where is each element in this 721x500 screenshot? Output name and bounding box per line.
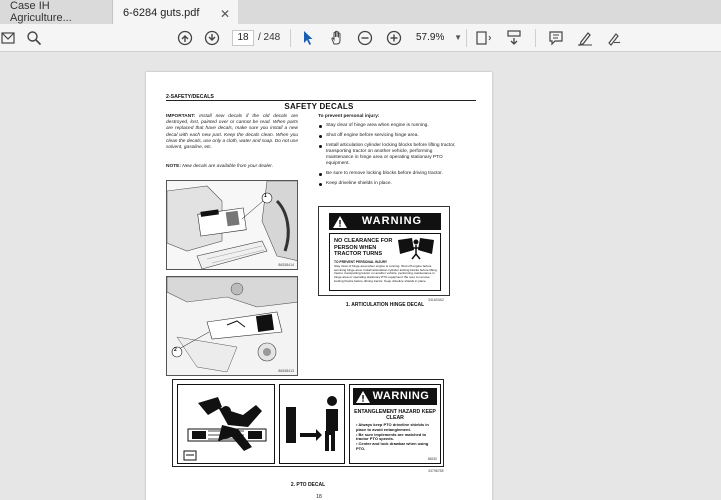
bullet-item: Keep driveline shields in place.: [318, 181, 458, 187]
fit-page-icon[interactable]: [472, 28, 494, 48]
bullet-item: Install articulation cylinder locking blocks before lifting tractor, transporting tractor on another vehicle, performing maintenance in hinge area or operating stationary PTO equipment.: [318, 143, 458, 167]
bullet-item: Shut off engine before servicing hinge area.: [318, 133, 458, 139]
select-cursor-icon[interactable]: [299, 28, 317, 48]
entanglement-hazard-icon: [178, 385, 276, 465]
warning-header: [353, 388, 437, 405]
pto-warning-decal: [172, 379, 444, 467]
keep-clear-pictogram: [279, 384, 345, 464]
decal-part-number: 3379878E: [428, 469, 444, 473]
warning-word: WARNING: [372, 390, 430, 402]
toolbar-divider: [290, 29, 291, 47]
toolbar-divider: [466, 29, 467, 47]
zoom-value: 57.9%: [416, 32, 445, 43]
pdf-page: [146, 72, 492, 500]
total-pages: / 248: [258, 32, 281, 43]
sign-icon[interactable]: [604, 28, 624, 48]
decal-part-number: 341603A2: [428, 298, 444, 302]
note-paragraph: [166, 164, 298, 169]
bullet-item: Stay clear of hinge area when engine is running.: [318, 123, 458, 129]
warning-triangle-icon: [356, 391, 370, 403]
tab-bar: [0, 0, 721, 24]
warning-fine-print: [334, 261, 438, 284]
tab-case-ih[interactable]: [0, 0, 113, 24]
page-footer-number: 18: [316, 494, 322, 500]
hand-tool-icon[interactable]: [327, 28, 347, 48]
hinge-area-illustration: [166, 180, 298, 270]
zoom-in-icon[interactable]: [384, 28, 404, 48]
header-rule: [166, 100, 476, 101]
entanglement-heading: ENTANGLEMENT HAZARD KEEP CLEAR: [354, 409, 436, 422]
close-icon[interactable]: ✕: [219, 7, 230, 21]
search-icon[interactable]: [24, 28, 44, 48]
email-icon[interactable]: [0, 28, 16, 48]
next-page-icon[interactable]: [202, 28, 222, 48]
chevron-down-icon: ▼: [454, 33, 462, 42]
page-number-input[interactable]: 18: [232, 30, 254, 46]
crush-hazard-icon: [396, 236, 436, 260]
hinge-decal-caption: 1. ARTICULATION HINGE DECAL: [345, 302, 425, 308]
toolbar-divider: [535, 29, 536, 47]
warning-triangle-icon: [333, 216, 347, 228]
callout-number: 1: [264, 193, 267, 199]
warning-header: [329, 213, 441, 230]
tab-label: 6-6284 guts.pdf: [123, 7, 200, 19]
fine-print-text: Stay clear of hinge area when engine is running. Shut off engine before servicing hinge area. Install articulation cylinder locking blocks before lifting tractor, transporting tractor on another vehicle, performing maintenance in hinge area or operating stationary PTO equipment. Be sure to remove locking blocks before driving tractor. Keep driveline shields in place.: [334, 263, 437, 283]
callout-number: 2: [174, 347, 177, 353]
fine-print-heading: TO PREVENT PERSONAL INJURY: [334, 260, 388, 264]
warning-body: [329, 233, 441, 291]
figure-code: 86538414: [278, 263, 294, 267]
tab-label: Case IH Agriculture...: [10, 0, 72, 24]
tab-pdf[interactable]: [113, 0, 238, 24]
pto-bullet: • Always keep PTO driveline shields in place to avoid entanglement.: [356, 422, 429, 432]
injury-prevention-list: [318, 114, 458, 191]
note-label: NOTE:: [166, 164, 181, 169]
warning-word: WARNING: [361, 215, 423, 227]
no-clearance-text: NO CLEARANCE FOR PERSON WHEN TRACTOR TURNS: [334, 238, 393, 258]
hinge-warning-decal: [318, 206, 450, 296]
pto-warning-text: [349, 384, 441, 464]
section-header: 2-SAFETY/DECALS: [166, 94, 214, 100]
scroll-mode-icon[interactable]: [503, 28, 525, 48]
pto-decal-caption: 2. PTO DECAL: [290, 482, 326, 488]
pto-bullet: • Center and lock drawbar when using PTO.: [356, 441, 429, 451]
hinge-drawing: [167, 181, 298, 270]
pto-bullet: • Be sure implements are matched to tractor PTO speeds.: [356, 431, 427, 442]
entanglement-pictogram: [177, 384, 275, 464]
important-paragraph: [166, 114, 298, 151]
important-text: Install new decals if the old decals are destroyed, lost, painted over or cannot be read. When parts are replaced that have decals, make sure you install a new decal with each new part. Keep the decals clean. When you clean the decals, use only a cloth, water and soap. Do not use solvent, gasoline, etc.: [166, 114, 298, 151]
note-text: New decals are available from your dealer.: [182, 164, 274, 169]
previous-page-icon[interactable]: [175, 28, 195, 48]
zoom-level-select[interactable]: [412, 30, 462, 46]
decal-inner-code: 86530: [427, 457, 437, 461]
pto-bullets: [356, 423, 436, 452]
comment-icon[interactable]: [546, 28, 566, 48]
keep-distance-icon: [280, 385, 346, 465]
pdf-toolbar: [0, 24, 721, 52]
highlight-pen-icon[interactable]: [575, 28, 595, 48]
document-viewer[interactable]: [0, 52, 721, 500]
pto-drawing: [167, 277, 298, 376]
important-label: IMPORTANT:: [166, 114, 196, 119]
zoom-out-icon[interactable]: [355, 28, 375, 48]
pto-area-illustration: [166, 276, 298, 376]
prevent-heading: To prevent personal injury:: [318, 114, 380, 119]
page-title: SAFETY DECALS: [284, 102, 354, 111]
bullet-item: Be sure to remove locking blocks before driving tractor.: [318, 171, 458, 177]
figure-code: 86538413: [278, 369, 294, 373]
